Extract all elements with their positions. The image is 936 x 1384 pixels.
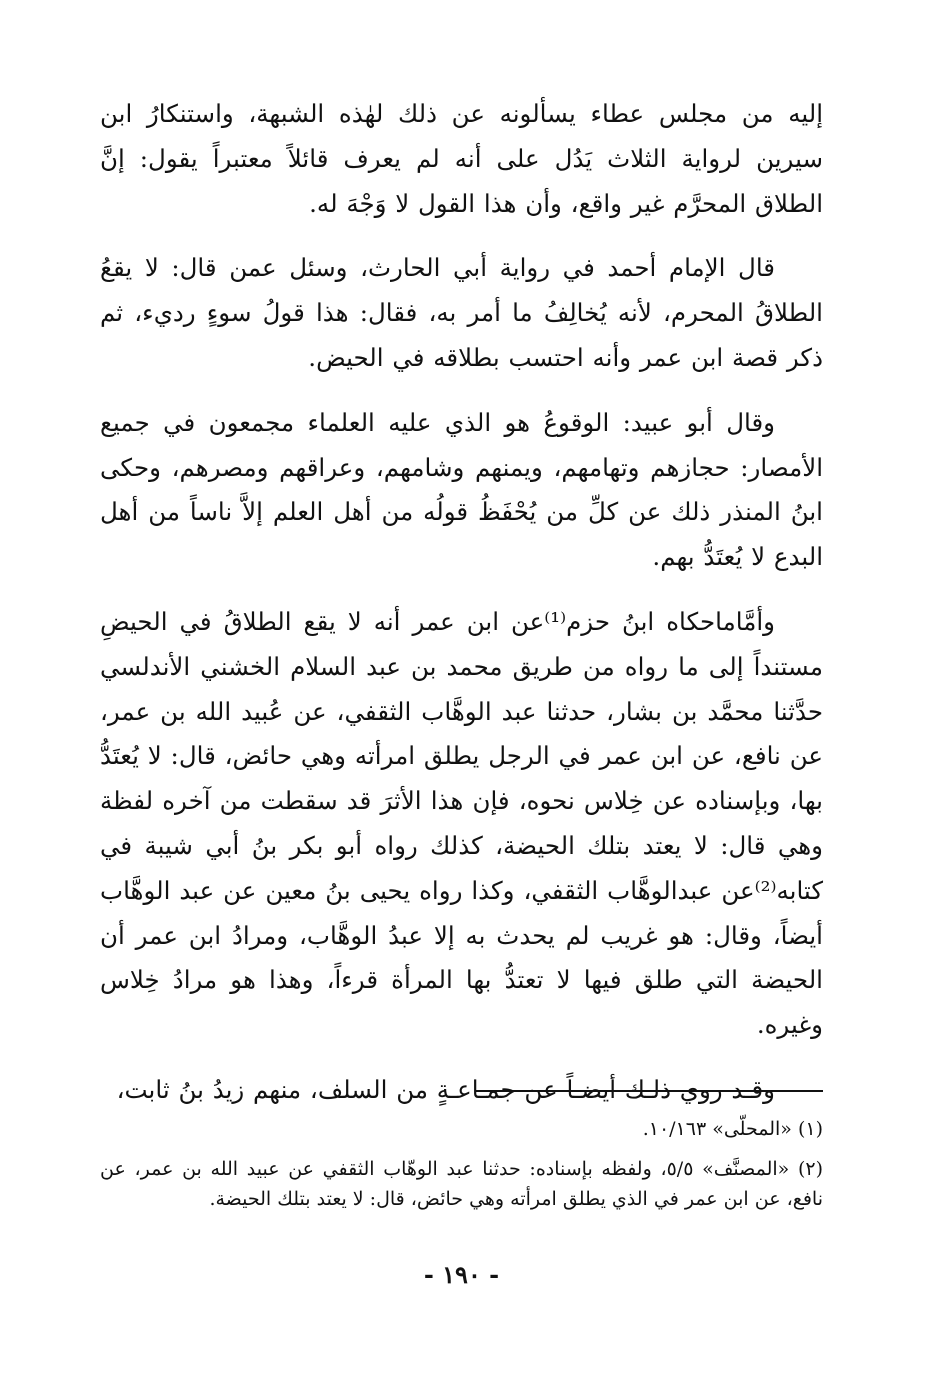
footnote-1: (١) «المحلّى» ١٠/١٦٣. bbox=[642, 1118, 823, 1140]
paragraph-gap bbox=[100, 226, 823, 246]
paragraph-4: وأمَّاماحكاه ابنُ حزم⁽¹⁾عن ابن عمر أنه لا يقع الطلاقُ في الحيضِ مستنداً إلى ما رواه من طريق محمد بن عبد السلام الخشني الأندلسي حدَّثنا محمَّد بن بشار، حدثنا عبد الوهَّاب الثقفي، عن عُبيد الله بن عمر، عن نافع، عن ابن عمر في الرجل يطلق امرأته وهي حائض، قال: لا يُعتَدُّ بها، وبإسناده عن خِلاس نحوه، فإن هذا الأثرَ قد سقطت من آخره لفظة وهي قال: لا يعتد بتلك الحيضة، كذلك رواه أبو بكر بنُ أبي شيبة في كتابه⁽²⁾عن عبدالوهَّاب الثقفي، وكذا رواه يحيى بنُ معين عن عبد الوهَّاب أيضاً، وقال: هو غريب لم يحدث به إلا عبدُ الوهَّاب، ومرادُ ابن عمر أن الحيضة التي طلق فيها لا تعتدُّ بها المرأة قرءاً، وهذا هو مرادُ خِلاس وغيره. bbox=[100, 606, 823, 1040]
paragraph-gap bbox=[100, 1048, 823, 1068]
book-page bbox=[100, 92, 823, 1332]
paragraph-1: إليه من مجلس عطاء يسألونه عن ذلك لهٰذه الشبهة، واستنكارُ ابن سيرين لرواية الثلاث يَدُل على أنه لم يعرف قائلاً معتبراً يقول: إنَّ الطلاق المحرَّم غير واقع، وأن هذا القول لا وَجْهَ له. bbox=[100, 99, 823, 218]
footnotes bbox=[100, 1114, 823, 1224]
paragraph-3: وقال أبو عبيد: الوقوعُ هو الذي عليه العلماء مجمعون في جميع الأمصار: حجازهم وتهامهم، ويمنهم وشامهم، وعراقهم ومصرهم، وحكى ابنُ المنذر ذلك عن كلِّ من يُحْفَظُ قولُه من أهل العلم إلاَّ ناساً من أهل البدع لا يُعتَدُّ بهم. bbox=[100, 407, 823, 572]
page-number: - ١٩٠ - bbox=[423, 1260, 500, 1289]
paragraph-2: قال الإمام أحمد في رواية أبي الحارث، وسئل عمن قال: لا يقعُ الطلاقُ المحرم، لأنه يُخالِفُ ما أمر به، فقال: هذا قولُ سوءٍ رديء، ثم ذكر قصة ابن عمر وأنه احتسب بطلاقه في الحيض. bbox=[100, 253, 823, 372]
paragraph-gap bbox=[100, 580, 823, 600]
footnote-2: (٢) «المصنَّف» ٥/٥، ولفظه بإسناده: حدثنا عبد الوهّاب الثقفي عن عبيد الله بن عمر، عن نافع، عن ابن عمر في الذي يطلق امرأته وهي حائض، قال: لا يعتد بتلك الحيضة. bbox=[100, 1158, 823, 1210]
footnote-separator bbox=[476, 1090, 823, 1092]
paragraph-gap bbox=[100, 381, 823, 401]
paragraph-5: وقـد روي ذلـك أيضـاً عن جمـاعـةٍ من السلف، منهم زيدُ بنُ ثابت، bbox=[116, 1074, 775, 1104]
body-text bbox=[100, 92, 823, 1113]
